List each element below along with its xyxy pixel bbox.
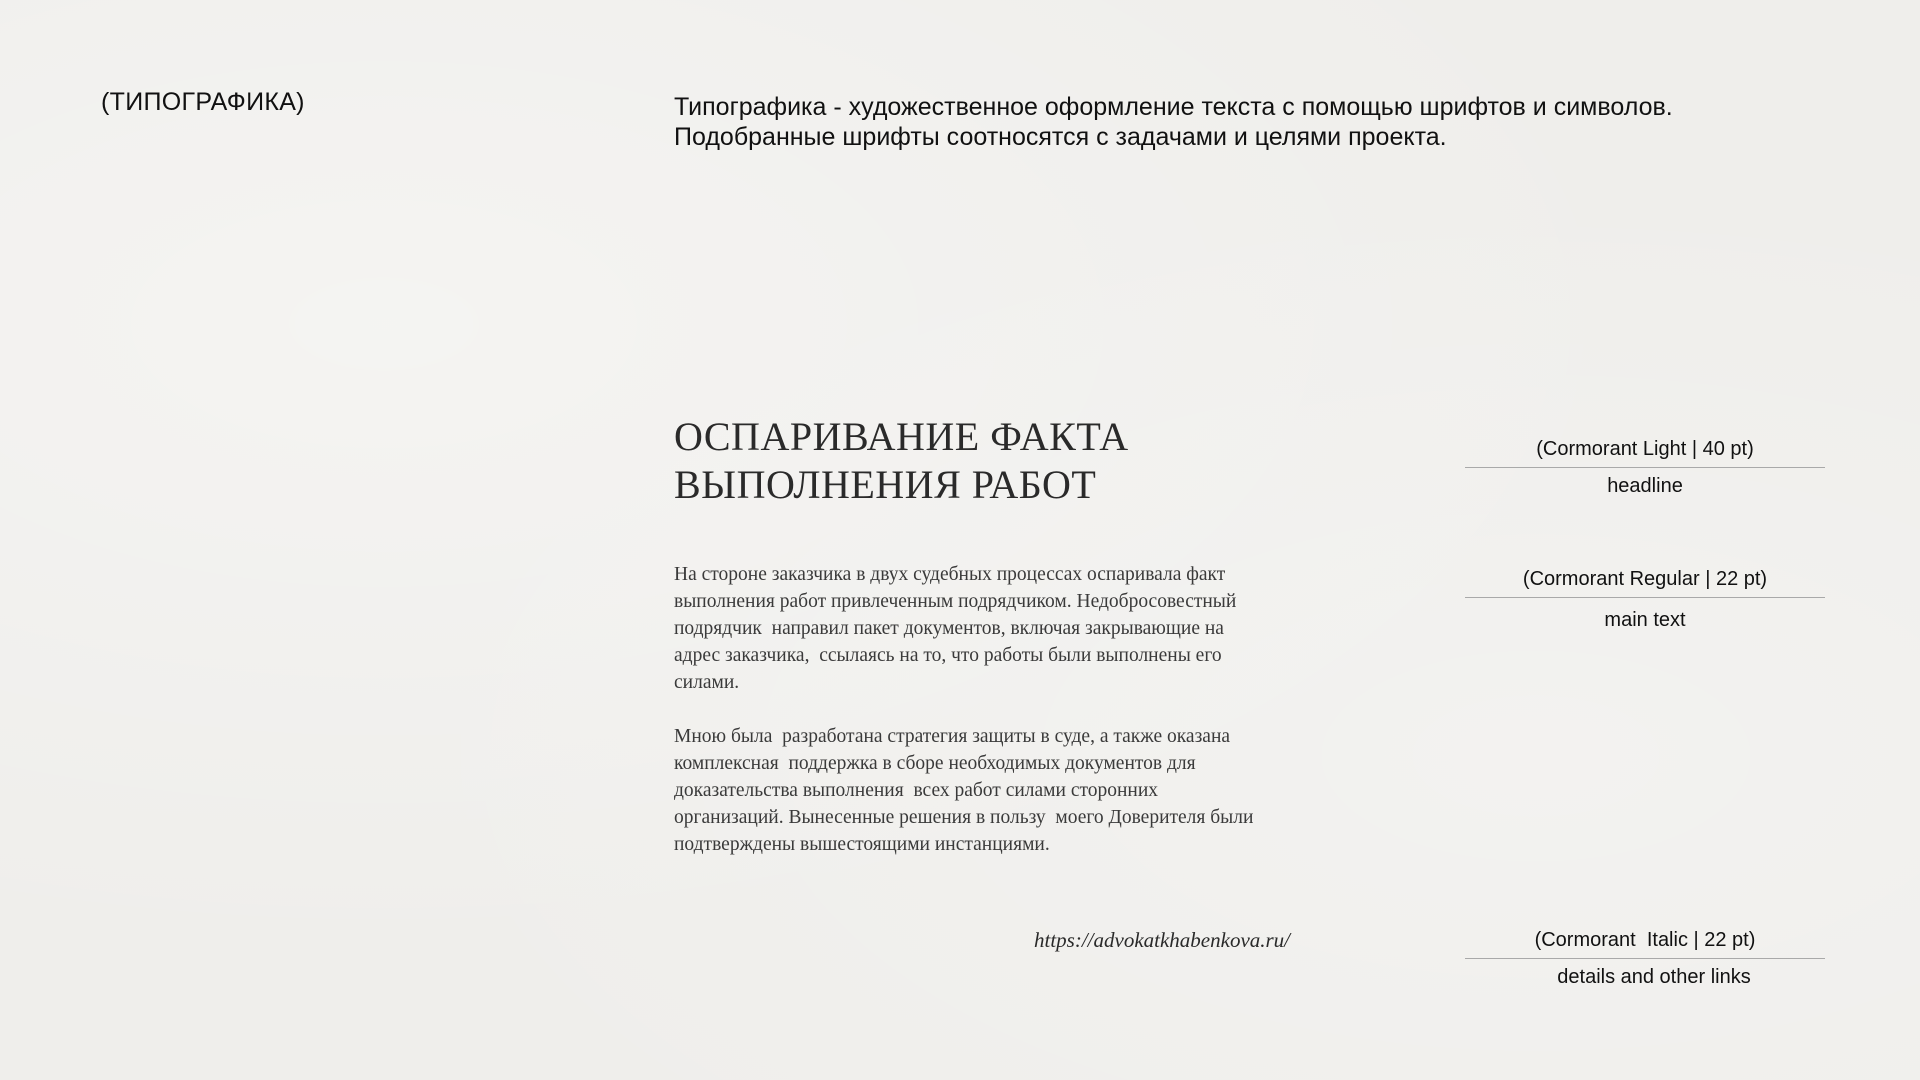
intro-line: Подобранные шрифты соотносятся с задачами и целями проекта. [674,123,1447,151]
body-line: доказательства выполнения всех работ силами сторонних [674,780,1159,801]
intro-text [674,92,1824,152]
spec-headline-font [1465,437,1825,498]
headline-line: ОСПАРИВАНИЕ ФАКТА [674,414,1129,459]
intro-line: Типографика - художественное оформление текста с помощью шрифтов и символов. [674,93,1673,121]
section-label: (ТИПОГРАФИКА) [101,88,305,116]
body-line: подрядчик направил пакет документов, включая закрывающие на [674,618,1224,639]
sample-headline [674,413,1234,509]
body-line: подтверждены вышестоящими инстанциями. [674,834,1050,855]
headline-line: ВЫПОЛНЕНИЯ РАБОТ [674,462,1097,507]
body-paragraph [674,561,1314,696]
website-link[interactable]: https://advokatkhabenkova.ru/ [1034,928,1291,952]
body-line: Мною была разработана стратегия защиты в суде, а также оказана [674,726,1231,747]
body-line: организаций. Вынесенные решения в пользу моего Доверителя были [674,807,1254,828]
spec-subtitle: main text [1604,609,1686,631]
body-line: На стороне заказчика в двух судебных процессах оспаривала факт [674,564,1226,585]
body-line: силами. [674,672,740,693]
body-line: выполнения работ привлеченным подрядчиком. Недобросовестный [674,591,1237,612]
spec-subtitle: headline [1607,475,1683,497]
body-paragraph [674,723,1314,858]
spec-subtitle: details and other links [1557,966,1751,988]
spec-divider [1465,958,1825,959]
body-line: адрес заказчика, ссылаясь на то, что работы были выполнены его [674,645,1222,666]
sample-body-text [674,561,1314,885]
spec-title: (Cormorant Italic | 22 pt) [1534,929,1756,951]
spec-details-font [1465,928,1825,989]
spec-title: (Cormorant Light | 40 pt) [1536,438,1754,460]
spec-main-text-font [1465,567,1825,632]
body-line: комплексная поддержка в сборе необходимых документов для [674,753,1196,774]
spec-divider [1465,597,1825,598]
spec-divider [1465,467,1825,468]
spec-title: (Cormorant Regular | 22 pt) [1522,568,1768,590]
